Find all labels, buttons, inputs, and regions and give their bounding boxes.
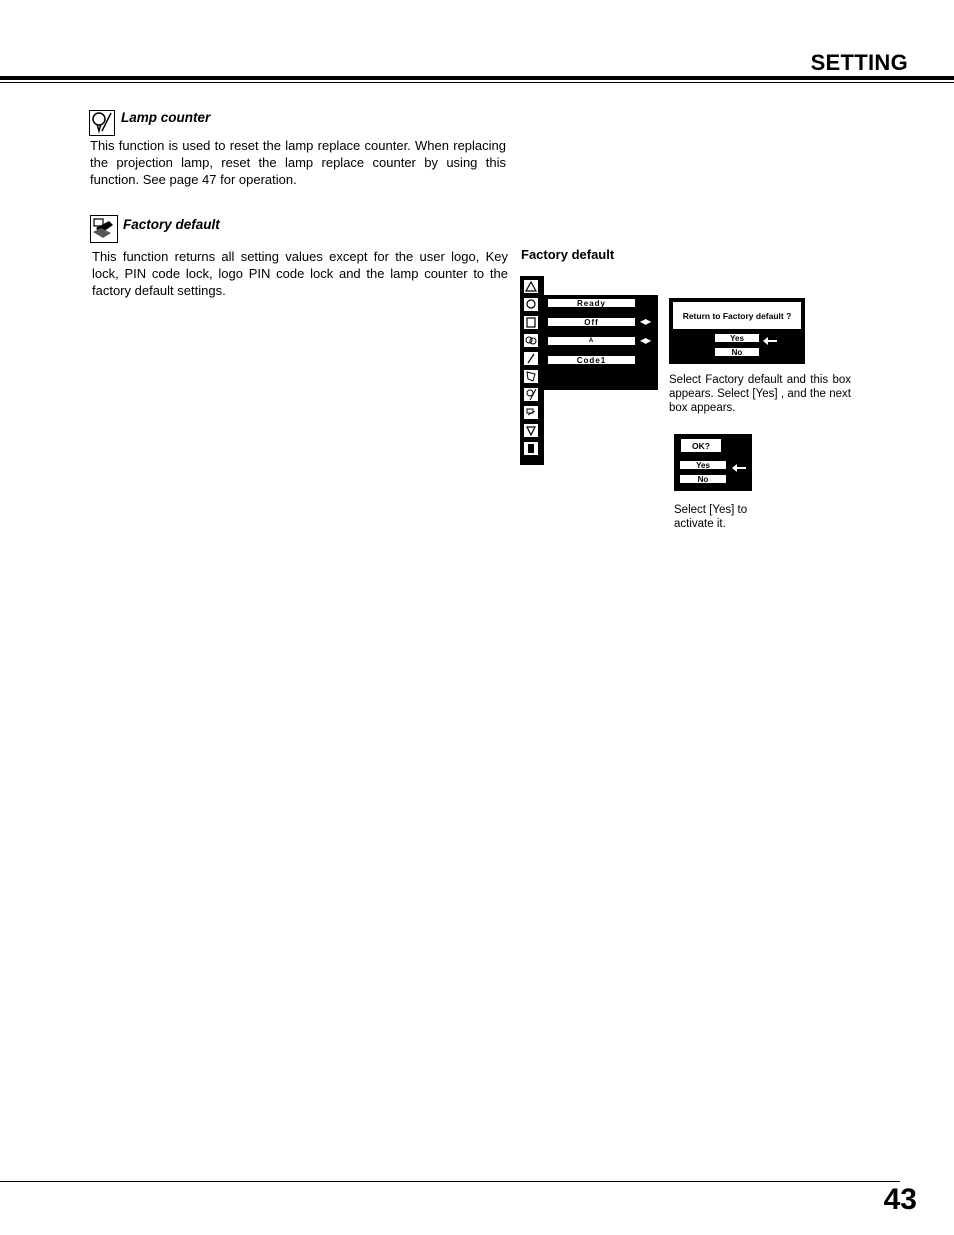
factory-default-heading: Factory default: [123, 217, 220, 232]
exit-icon: [523, 441, 539, 456]
header-rule-thick: [0, 76, 954, 80]
factory-default-icon: [90, 215, 118, 243]
dialog2-caption: Select [Yes] to activate it.: [674, 504, 748, 530]
menu-field-a[interactable]: A: [547, 336, 636, 346]
lamp-icon: [89, 110, 115, 136]
dialog-no-button[interactable]: No: [714, 347, 760, 357]
lamp-counter-description: This function is used to reset the lamp replace counter. When replacing the projection lamp, reset the lamp replace counter by using this function. See page 47 for operation.: [90, 138, 506, 187]
dialog-question: Return to Factory default ?: [682, 310, 792, 321]
ok-confirm-dialog: [674, 434, 752, 491]
page-number: 43: [883, 1183, 917, 1216]
scroll-down-icon: [523, 423, 539, 438]
screen-icon: [523, 351, 539, 366]
menu-icon-strip: [520, 276, 544, 465]
ok-yes-button[interactable]: Yes: [679, 460, 727, 470]
dialog-yes-button[interactable]: Yes: [714, 333, 760, 343]
image-adjust-icon: [523, 279, 539, 294]
header-rule-thin: [0, 82, 954, 83]
left-right-arrows-icon[interactable]: ◀▶: [640, 317, 651, 326]
footer-rule: [0, 1181, 900, 1182]
ok-question-box: [681, 439, 721, 452]
keystone-icon: [523, 369, 539, 384]
factory-default-dialog: [669, 298, 805, 364]
dialog1-caption: Select Factory default and this box appears. Select [Yes] , and the next box appears.: [669, 374, 851, 414]
menu-field-ready[interactable]: Ready: [547, 298, 636, 308]
menu-field-code1[interactable]: Code1: [547, 355, 636, 365]
menu-field-off[interactable]: Off: [547, 317, 636, 327]
lamp-counter-heading: Lamp counter: [121, 110, 211, 125]
ok-question: OK?: [692, 440, 710, 451]
setting-menu-icon: [523, 405, 539, 420]
lamp-menu-icon: [523, 297, 539, 312]
lamp-counter-menu-icon: [523, 387, 539, 402]
dialog-question-box: [673, 302, 801, 329]
factory-default-description: This function returns all setting values except for the user logo, Key lock, PIN code lock, logo PIN code lock and the lamp counter to the factory default settings.: [92, 249, 508, 298]
left-right-arrows-icon[interactable]: ◀▶: [640, 336, 651, 345]
pointer-arrow-icon: [762, 333, 778, 351]
menu-panel: [544, 295, 658, 390]
ok-no-button[interactable]: No: [679, 474, 727, 484]
figure-title: Factory default: [521, 247, 615, 262]
page-section-title: SETTING: [810, 50, 908, 75]
pointer-arrow-icon: [731, 460, 747, 478]
input-icon: [523, 315, 539, 330]
sound-icon: [523, 333, 539, 348]
